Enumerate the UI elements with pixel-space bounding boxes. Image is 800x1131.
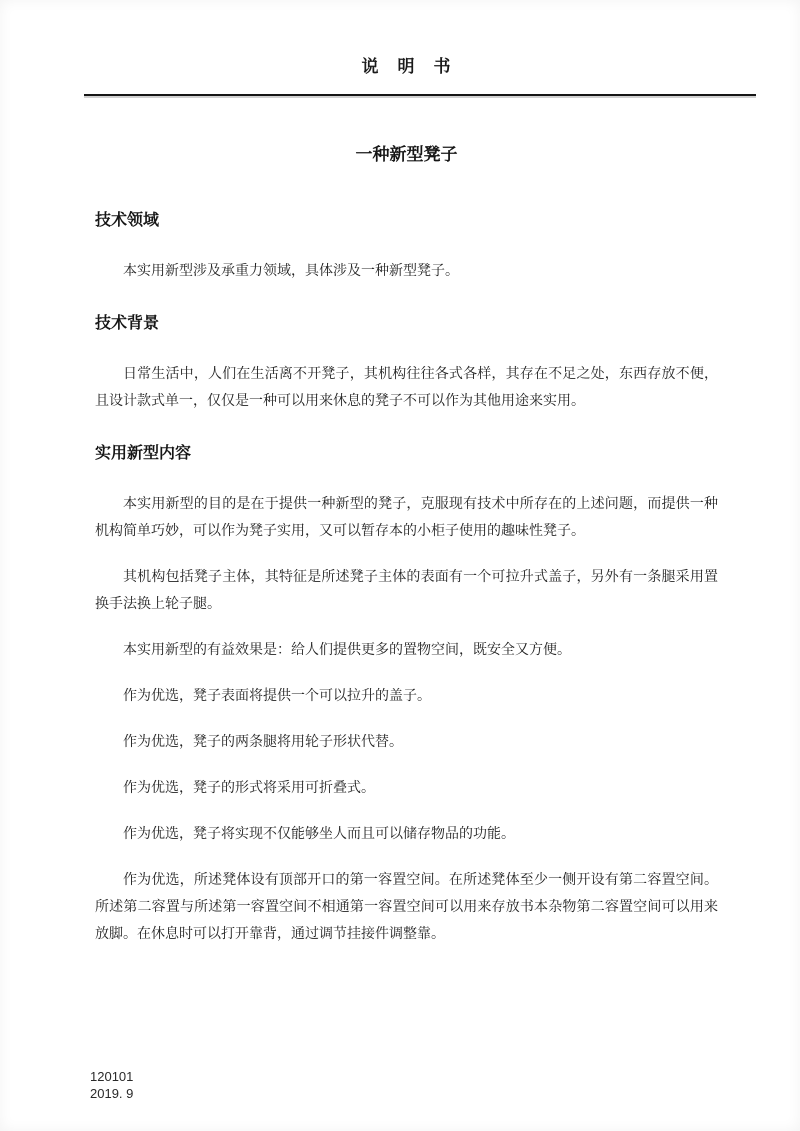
paragraph: 日常生活中，人们在生活离不开凳子，其机构往往各式各样，其存在不足之处，东西存放不便，且设计款式单一，仅仅是一种可以用来休息的凳子不可以作为其他用途来实用。: [95, 367, 718, 409]
footer-code: 120101: [90, 1069, 134, 1084]
section-utility-model-content: [95, 442, 718, 948]
section-technical-background: [95, 312, 718, 415]
paragraph: 本实用新型的有益效果是：给人们提供更多的置物空间，既安全又方便。: [123, 643, 571, 658]
page-header: [95, 52, 718, 96]
section-heading: 技术领域: [95, 212, 160, 229]
section-heading: 实用新型内容: [95, 445, 192, 462]
page-footer: [90, 1068, 133, 1102]
section-technical-field: [95, 209, 718, 285]
document-type-title: 说 明 书: [361, 57, 452, 76]
paragraph: 作为优选，凳子的形式将采用可折叠式。: [123, 781, 375, 796]
paragraph: 本实用新型涉及承重力领域，具体涉及一种新型凳子。: [123, 264, 459, 279]
header-divider: [84, 94, 756, 96]
paragraph: 作为优选，凳子表面将提供一个可以拉升的盖子。: [123, 689, 431, 704]
paragraph: 本实用新型的目的是在于提供一种新型的凳子，克服现有技术中所存在的上述问题，而提供一种机构简单巧妙，可以作为凳子实用，又可以暂存本的小柜子使用的趣味性凳子。: [95, 497, 718, 539]
footer-date: 2019. 9: [90, 1086, 134, 1101]
paragraph: 其机构包括凳子主体，其特征是所述凳子主体的表面有一个可拉升式盖子，另外有一条腿采用置换手法换上轮子腿。: [95, 570, 718, 612]
section-heading: 技术背景: [95, 315, 160, 332]
paragraph: 作为优选，所述凳体设有顶部开口的第一容置空间。在所述凳体至少一侧开设有第二容置空间。所述第二容置与所述第一容置空间不相通第一容置空间可以用来存放书本杂物第二容置空间可以用来放脚。在休息时可以打开靠背，通过调节挂接件调整靠。: [95, 873, 718, 942]
paragraph: 作为优选，凳子的两条腿将用轮子形状代替。: [123, 735, 403, 750]
paragraph: 作为优选，凳子将实现不仅能够坐人而且可以储存物品的功能。: [123, 827, 515, 842]
invention-title: 一种新型凳子: [355, 145, 458, 164]
